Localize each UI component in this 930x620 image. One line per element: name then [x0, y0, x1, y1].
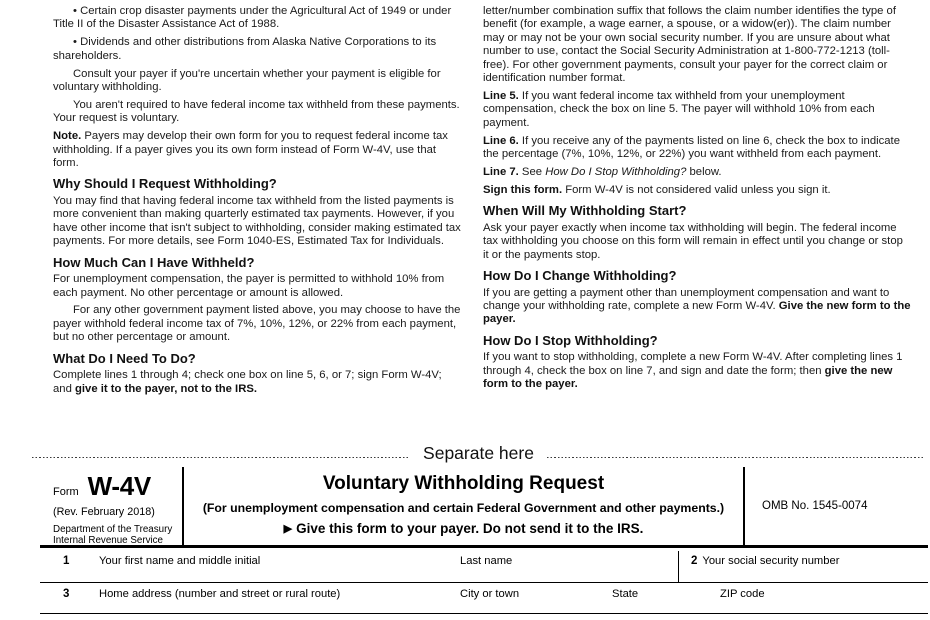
separate-here-label: Separate here — [423, 443, 534, 463]
complete-lines-text: Complete lines 1 through 4; check one box on line 5, 6, or 7; sign Form W-4V; and — [53, 369, 442, 395]
give-new-form-bold-1: Give the new form to the payer. — [483, 299, 911, 326]
field-first-name[interactable]: Your first name and middle initial — [99, 555, 261, 567]
line6-text: If you receive any of the payments listed on line 6, check the box to indicate the percentage (7%, 10%, 12%, or 22%) you want withheld from each payment. — [483, 134, 900, 161]
line-number-3: 3 — [63, 588, 70, 600]
table-row-address — [40, 583, 928, 614]
ssn-label: Your social security number — [702, 555, 840, 567]
instructions-left-column — [53, 5, 461, 400]
treasury-line: Department of the Treasury — [53, 524, 173, 535]
para-line5 — [483, 90, 911, 130]
line7-pre: See — [518, 165, 546, 178]
para-consult-payer: Consult your payer if you're uncertain whether your payment is eligible for voluntary withholding. — [53, 67, 441, 94]
field-zip[interactable]: ZIP code — [720, 588, 765, 600]
line5-label: Line 5. — [483, 89, 519, 102]
para-note — [53, 130, 461, 170]
how-stop-text: If you want to stop withholding, complete a new Form W-4V. After completing lines 1 through 4, check the box on line 7, and sign and date the form; then — [483, 351, 903, 377]
form-header — [40, 467, 928, 548]
note-label: Note. — [53, 130, 82, 143]
give-new-form-bold-2: give the new form to the payer. — [483, 364, 893, 391]
para-claim-number: letter/number combination suffix that follows the claim number identifies the type of benefit (for example, a wage earner, a spouse, or a widow(er)). The claim number may or may not be your own social security number. If you are unsure about what number to use, contact the Social Security Administration at 1-800-772-1213 (toll-free). For other government payments, consult your payer for the correct claim or identification number format. — [483, 5, 896, 85]
para-how-change — [483, 287, 911, 327]
form-number-line — [53, 471, 176, 502]
line-number-2: 2 — [691, 555, 698, 567]
para-voluntary: You aren't required to have federal income tax withheld from these payments. Your request is voluntary. — [53, 98, 460, 125]
table-row-name — [40, 551, 928, 583]
heading-what-do-i-need: What Do I Need To Do? — [53, 350, 196, 366]
para-how-stop — [483, 351, 911, 391]
line-number-1: 1 — [63, 555, 70, 567]
heading-how-change: How Do I Change Withholding? — [483, 268, 677, 283]
form-number: W-4V — [87, 471, 151, 501]
form-title-cell — [184, 467, 745, 545]
line6-label: Line 6. — [483, 134, 519, 147]
omb-number: OMB No. 1545-0074 — [762, 500, 868, 512]
form-number-cell — [40, 467, 184, 545]
give-to-payer-bold: give it to the payer, not to the IRS. — [75, 382, 258, 395]
payer-instruction — [184, 521, 743, 536]
para-why-request: You may find that having federal income tax withheld from the listed payments is more convenient than making quarterly estimated tax payments. However, if you have other income that isn't subject to withholding, consider making estimated tax payments. For more details, see Form 1040-ES, Estimated Tax for Individuals. — [53, 194, 461, 248]
instructions-right-column — [483, 5, 911, 400]
irs-line: Internal Revenue Service — [53, 535, 164, 547]
sign-form-label: Sign this form. — [483, 183, 563, 196]
dashed-line-right — [547, 457, 925, 459]
form-subtitle: (For unemployment compensation and certain Federal Government and other payments.) — [202, 501, 725, 515]
line5-text: If you want federal income tax withheld from your unemployment compensation, check the box on line 5. The payer will withhold 10% from each payment. — [483, 89, 875, 129]
para-complete-lines — [53, 369, 461, 396]
separate-here-divider — [32, 443, 925, 464]
heading-how-much-withheld: How Much Can I Have Withheld? — [53, 254, 255, 270]
form-word: Form — [53, 486, 79, 498]
line7-post: below. — [686, 165, 722, 178]
right-arrow-icon: ▶ — [283, 523, 293, 535]
form-title: Voluntary Withholding Request — [322, 473, 605, 494]
heading-when-will-start: When Will My Withholding Start? — [483, 203, 687, 219]
field-state[interactable]: State — [612, 588, 639, 600]
note-text: Payers may develop their own form for you to request federal income tax withholding. If a payer gives you its own form instead of Form W-4V, use that form. — [53, 130, 448, 170]
sign-form-text: Form W-4V is not considered valid unless you sign it. — [562, 183, 831, 196]
para-when-start: Ask your payer exactly when income tax withholding will begin. The federal income tax withholding you choose on this form will remain in effect until you change or stop it or the payments stop. — [483, 221, 903, 261]
field-home-address[interactable]: Home address (number and street or rural route) — [99, 588, 341, 600]
para-line6 — [483, 135, 911, 162]
field-ssn[interactable] — [678, 551, 928, 582]
bullet-dividends: • Dividends and other distributions from Alaska Native Corporations to its shareholders. — [53, 36, 437, 62]
bullet-crop-disaster: • Certain crop disaster payments under the Agricultural Act of 1949 or under Title II of the Disaster Assistance Act of 1988. — [53, 5, 452, 31]
field-last-name[interactable]: Last name — [460, 555, 513, 567]
revision-date: (Rev. February 2018) — [53, 506, 155, 518]
omb-cell — [745, 467, 928, 545]
para-sign-form — [483, 184, 911, 197]
instructions-section — [53, 5, 911, 400]
para-line7 — [483, 166, 911, 179]
dashed-line-left — [32, 457, 410, 459]
agency-lines — [53, 524, 176, 547]
heading-why-request-withholding: Why Should I Request Withholding? — [53, 176, 277, 192]
line7-label: Line 7. — [483, 165, 519, 178]
heading-how-stop: How Do I Stop Withholding? — [483, 332, 658, 348]
payer-instruction-text: Give this form to your payer. Do not send it to the IRS. — [296, 521, 644, 536]
field-city[interactable]: City or town — [460, 588, 520, 600]
entry-table — [40, 551, 928, 614]
para-unemployment-10pct: For unemployment compensation, the payer is permitted to withhold 10% from each payment. No other percentage or amount is allowed. — [53, 273, 445, 299]
para-other-percentages: For any other government payment listed above, you may choose to have the payer withhold federal income tax of 7%, 10%, 12%, or 22% from each payment, but no other percentage or amount. — [53, 304, 461, 344]
line7-italic-ref: How Do I Stop Withholding? — [545, 165, 687, 178]
how-change-text: If you are getting a payment other than unemployment compensation and want to change your withholding rate, complete a new Form W-4V. — [483, 286, 890, 312]
